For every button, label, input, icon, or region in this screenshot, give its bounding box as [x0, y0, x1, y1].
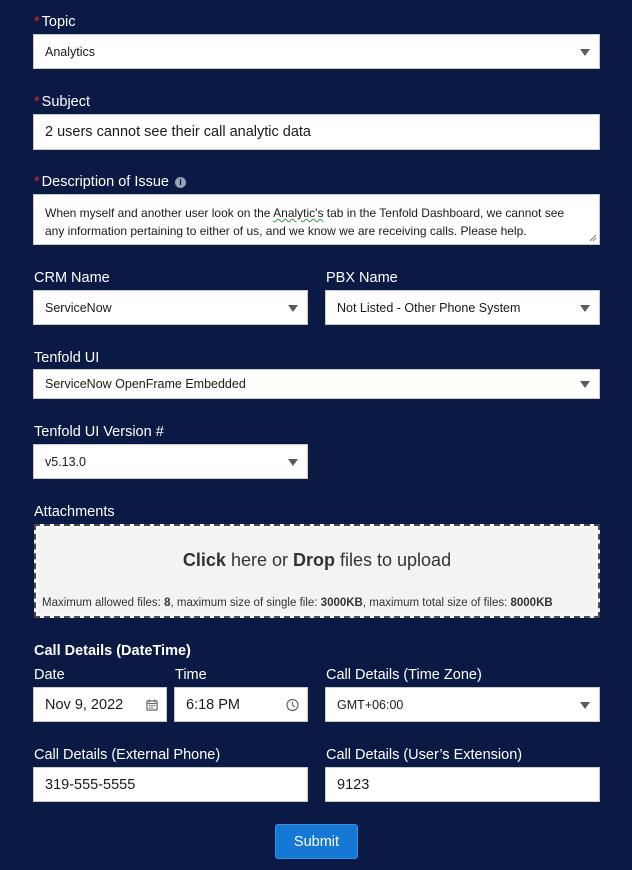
chevron-down-icon: [580, 702, 590, 709]
user-extension-label: Call Details (User’s Extension): [326, 747, 523, 763]
file-dropzone[interactable]: [34, 524, 600, 618]
crm-name-select[interactable]: [33, 290, 308, 325]
clock-icon[interactable]: [286, 698, 299, 711]
pbx-name-value: Not Listed - Other Phone System: [337, 300, 521, 315]
tenfold-ui-label: Tenfold UI: [34, 350, 100, 366]
crm-name-value: ServiceNow: [45, 300, 112, 315]
spellcheck-flagged-word: Analytic's: [273, 206, 324, 220]
dropzone-instruction: Click here or Drop files to upload: [182, 550, 452, 570]
upload-limits-text: Maximum allowed files: 8, maximum size of single file: 3000KB, maximum total size of files: 8000KB: [42, 597, 553, 609]
info-icon[interactable]: i: [175, 177, 186, 188]
external-phone-input[interactable]: [33, 767, 308, 802]
time-label: Time: [175, 667, 207, 683]
topic-select[interactable]: [33, 34, 600, 69]
timezone-select[interactable]: [325, 687, 600, 722]
subject-input-value: 2 users cannot see their call analytic data: [45, 124, 311, 140]
tenfold-ui-version-select[interactable]: [33, 444, 308, 479]
required-marker: *: [34, 14, 40, 30]
external-phone-label: Call Details (External Phone): [34, 747, 221, 763]
date-value: Nov 9, 2022: [45, 696, 124, 713]
timezone-label: Call Details (Time Zone): [326, 667, 482, 683]
subject-input[interactable]: [33, 114, 600, 150]
time-input[interactable]: [174, 687, 308, 722]
call-details-title: Call Details (DateTime): [34, 643, 191, 659]
user-extension-value: 9123: [337, 776, 370, 793]
chevron-down-icon: [580, 305, 590, 312]
submit-button[interactable]: Submit: [275, 824, 358, 859]
date-label: Date: [34, 667, 65, 683]
resize-handle-icon[interactable]: [589, 234, 597, 242]
tenfold-ui-version-value: v5.13.0: [45, 454, 87, 469]
chevron-down-icon: [580, 381, 590, 388]
pbx-name-select[interactable]: [325, 290, 600, 325]
crm-name-label: CRM Name: [34, 270, 110, 286]
required-marker: *: [34, 94, 40, 110]
tenfold-ui-select[interactable]: [33, 369, 600, 399]
user-extension-input[interactable]: [325, 767, 600, 802]
subject-label: * Subject: [34, 94, 91, 110]
external-phone-value: 319-555-5555: [45, 776, 136, 793]
tenfold-ui-version-label: Tenfold UI Version #: [34, 424, 164, 440]
topic-label: * Topic: [34, 14, 76, 30]
pbx-name-label: PBX Name: [326, 270, 398, 286]
description-text: When myself and another user look on the Analytic's tab in the Tenfold Dashboard, we cannot see any information pertaining to either of us, and we know we are receiving calls. Please help.: [45, 206, 565, 238]
calendar-icon[interactable]: [146, 699, 158, 711]
description-label: * Description of Issue i: [34, 173, 186, 191]
chevron-down-icon: [580, 49, 590, 56]
attachments-label: Attachments: [34, 504, 115, 520]
required-marker: *: [34, 174, 40, 190]
chevron-down-icon: [288, 459, 298, 466]
topic-select-value: Analytics: [45, 44, 96, 59]
description-textarea[interactable]: [33, 194, 600, 245]
timezone-value: GMT+06:00: [337, 697, 404, 712]
time-value: 6:18 PM: [186, 696, 240, 713]
date-input[interactable]: [33, 687, 167, 722]
tenfold-ui-value: ServiceNow OpenFrame Embedded: [45, 377, 246, 391]
chevron-down-icon: [288, 305, 298, 312]
